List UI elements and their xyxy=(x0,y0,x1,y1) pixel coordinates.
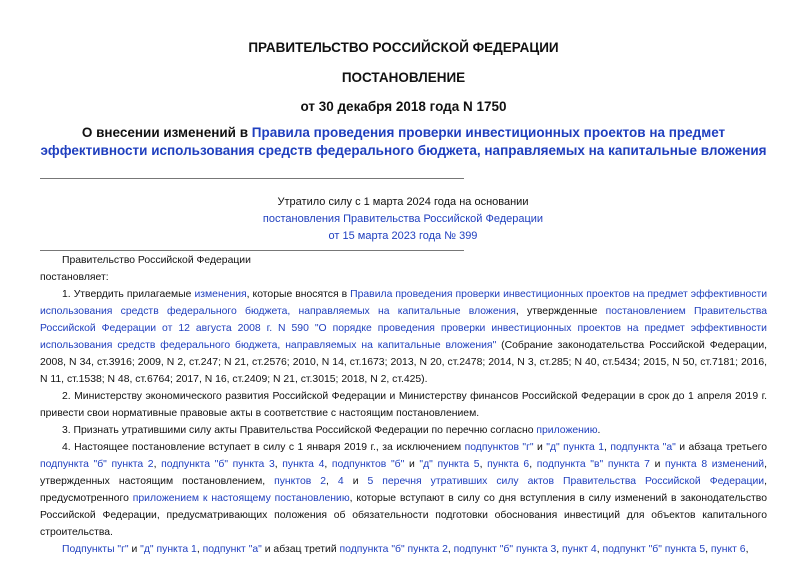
text: 3. Признать утратившими силу акты Правительства Российской Федерации по перечню согласно xyxy=(62,425,537,436)
ref-link[interactable]: подпункта "в" пункта 7 xyxy=(536,459,650,470)
ref-link[interactable]: подпункта "б" пункта 3 xyxy=(161,459,275,470)
intro-resolves: постановляет: xyxy=(40,272,109,283)
ref-link[interactable]: пункт 6 xyxy=(710,544,746,555)
decree-590-link[interactable]: постановлением Правительства Российской Федерации от 12 августа 2008 г. N 590 "О порядке проведения проверки инвестиционных проектов на предмет эффективности использования средств федерального бюджета, направляемых на капитальные вложения" xyxy=(40,306,767,351)
text: 1. Утвердить прилагаемые xyxy=(62,289,195,300)
intro-government: Правительство Российской Федерации xyxy=(62,255,251,266)
ref-link[interactable]: пункт 4 xyxy=(562,544,597,555)
text: , xyxy=(479,459,488,470)
text: и абзаца третьего xyxy=(675,442,767,453)
paragraph-2: 2. Министерству экономического развития Российской Федерации и Министерству финансов Российской Федерации в срок до 1 апреля 2019 г. привести свои нормативные правовые акты в соответствие с настоящим постановлением. xyxy=(40,391,767,419)
divider-top xyxy=(40,178,464,179)
rules-link-body[interactable]: Правила проведения проверки инвестиционных проектов на предмет эффективности использования средств федерального бюджета, направляемых на капитальные вложения xyxy=(40,289,768,317)
ref-link[interactable]: подпункта "а" xyxy=(610,442,676,453)
repeal-decree-date-link[interactable]: от 15 марта 2023 года № 399 xyxy=(328,230,478,242)
ref-link[interactable]: пункта 6 xyxy=(487,459,530,470)
text: , xyxy=(274,459,283,470)
doc-type-heading: ПОСТАНОВЛЕНИЕ xyxy=(341,70,466,85)
ref-link[interactable]: подпункт "б" пункта 5 xyxy=(602,544,706,555)
ref-link[interactable]: пункта 4 xyxy=(282,459,325,470)
text: , xyxy=(153,459,162,470)
ref-link[interactable]: пунктов 2 xyxy=(274,476,327,487)
text: (Собрание законодательства Российской Федерации, 2008, N 34, ст.3916; 2009, N 2, ст.247; N 21, ст.2576; 2010, N 14, ст.1673; 2013, N 20, ст.2478; 2014, N 3, ст.285; N 40, ст.5434; 2015, N 50, ст.7181; 2016, N 11, ст.1538; N 48, ст.6764; 2017, N 16, ст.2409; N 21, ст.3015; 2018, N 2, ст.425). xyxy=(40,340,768,385)
text: , которые вступают в силу со дня вступления в силу изменений в законодательство Российской Федерации, предусматривающих положения об обязательности подготовки обоснования инвестиций для объектов капитального строительства. xyxy=(40,493,767,538)
document-title xyxy=(30,124,777,160)
text: , утвержденные xyxy=(515,306,606,317)
text: , xyxy=(596,544,603,555)
status-line-1: Утратило силу с 1 марта 2024 года на основании xyxy=(277,196,529,208)
text: , xyxy=(326,476,338,487)
text: , xyxy=(324,459,332,470)
ref-link[interactable]: подпункта "б" пункта 2 xyxy=(339,544,448,555)
changes-link[interactable]: изменения xyxy=(194,289,247,300)
text: , xyxy=(529,459,537,470)
ref-link[interactable]: подпунктов "б" xyxy=(331,459,405,470)
rules-link[interactable]: Правила проведения проверки инвестиционных проектов на предмет эффективности использования средств федерального бюджета, направляемых на капитальные вложения xyxy=(40,125,767,158)
text: и абзац третий xyxy=(261,544,340,555)
text: . xyxy=(597,425,601,436)
ref-link[interactable]: "д" пункта 5 xyxy=(419,459,480,470)
ref-link[interactable]: подпункт "а" xyxy=(202,544,262,555)
text: и xyxy=(128,544,141,555)
ref-link[interactable]: подпунктов "г" xyxy=(464,442,534,453)
ref-link[interactable]: подпункта "б" пункта 2 xyxy=(40,459,154,470)
ref-link[interactable]: "д" пункта 1 xyxy=(140,544,197,555)
ref-link[interactable]: приложением к настоящему постановлению xyxy=(132,493,350,504)
org-heading: ПРАВИТЕЛЬСТВО РОССИЙСКОЙ ФЕДЕРАЦИИ xyxy=(248,40,559,55)
text: и xyxy=(649,459,666,470)
title-prefix: О внесении изменений в xyxy=(81,125,252,140)
text: , xyxy=(556,544,563,555)
paragraph-1 xyxy=(40,286,767,388)
status-note xyxy=(150,194,656,245)
text: , xyxy=(745,544,749,555)
text: , xyxy=(447,544,454,555)
ref-link[interactable]: 5 перечня утративших силу актов Правительства Российской Федерации xyxy=(367,476,765,487)
ref-link[interactable]: Подпункты "г" xyxy=(62,544,129,555)
paragraph-3 xyxy=(40,422,767,439)
ref-link[interactable]: 4 xyxy=(337,476,344,487)
paragraph-5 xyxy=(40,541,767,558)
text: и xyxy=(343,476,368,487)
document-body xyxy=(40,252,767,558)
text: , xyxy=(705,544,711,555)
text: , xyxy=(196,544,203,555)
text: , xyxy=(604,442,611,453)
ref-link[interactable]: "д" пункта 1 xyxy=(546,442,605,453)
ref-link[interactable]: пункта 8 изменений xyxy=(665,459,765,470)
text: и xyxy=(404,459,420,470)
repeal-decree-link[interactable]: постановления Правительства Российской Федерации xyxy=(262,213,544,225)
text: и xyxy=(533,442,547,453)
text: , которые вносятся в xyxy=(246,289,351,300)
appendix-link[interactable]: приложению xyxy=(536,425,598,436)
paragraph-4 xyxy=(40,439,767,541)
date-number-heading: от 30 декабря 2018 года N 1750 xyxy=(300,99,507,114)
divider-bottom xyxy=(40,250,464,251)
text: , утвержденных настоящим постановлением, xyxy=(40,459,768,487)
text: , предусмотренного xyxy=(40,476,767,504)
text: 4. Настоящее постановление вступает в силу с 1 января 2019 г., за исключением xyxy=(62,442,465,453)
ref-link[interactable]: подпункт "б" пункта 3 xyxy=(453,544,557,555)
